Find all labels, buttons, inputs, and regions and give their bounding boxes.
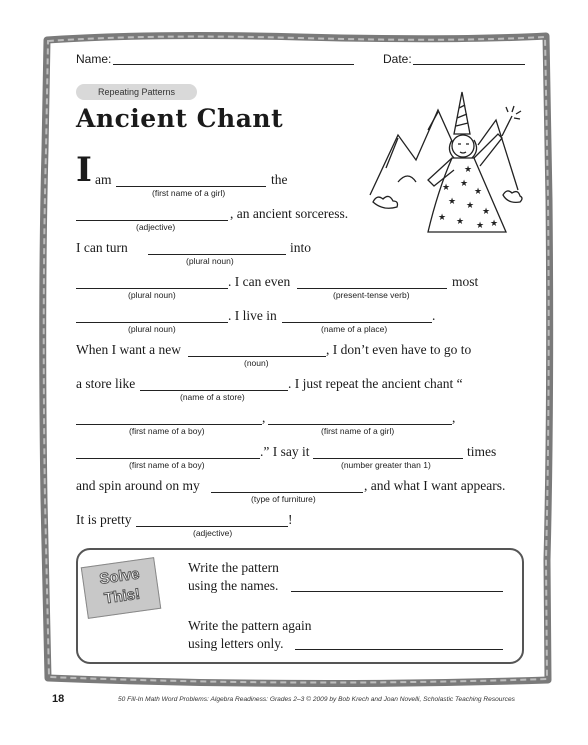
- blank-boy-name-1[interactable]: [76, 424, 262, 425]
- story-text: am: [95, 172, 112, 187]
- story-text: !: [288, 512, 293, 527]
- story-text: , I don’t even have to go to: [326, 342, 472, 357]
- blank-adjective-1[interactable]: [76, 220, 228, 221]
- name-label: Name:: [76, 52, 112, 66]
- story-text: I can turn: [76, 240, 128, 255]
- blank-hint: (type of furniture): [251, 494, 316, 504]
- story-text: When I want a new: [76, 342, 181, 357]
- story-text: , and what I want appears.: [364, 478, 506, 493]
- story-text: and spin around on my: [76, 478, 200, 493]
- blank-girl-name-2[interactable]: [268, 424, 452, 425]
- story-text: the: [271, 172, 288, 187]
- story-text: , an ancient sorceress.: [230, 206, 349, 221]
- badge-line: Solve: [98, 565, 141, 588]
- blank-verb[interactable]: [297, 288, 447, 289]
- question-text: using letters only.: [188, 636, 284, 651]
- page-number: 18: [52, 693, 65, 705]
- blank-hint: (adjective): [193, 528, 233, 538]
- topic-tag: Repeating Patterns: [76, 84, 197, 100]
- svg-text:★: ★: [442, 183, 451, 193]
- question-text: Write the pattern: [188, 560, 279, 575]
- blank-hint: (number greater than 1): [341, 460, 431, 470]
- story-text: ,: [452, 410, 456, 425]
- blank-girl-name-1[interactable]: [116, 186, 266, 187]
- story-text: . I can even: [228, 274, 291, 289]
- blank-noun[interactable]: [188, 356, 326, 357]
- story-text: It is pretty: [76, 512, 132, 527]
- blank-furniture[interactable]: [211, 492, 363, 493]
- story-text: . I live in: [228, 308, 277, 323]
- svg-text:★: ★: [460, 179, 469, 189]
- blank-hint: (first name of a boy): [129, 426, 205, 436]
- story-text: .: [432, 308, 436, 323]
- footer-credit: 50 Fill-In Math Word Problems: Algebra Readiness: Grades 2–3 © 2009 by Bob Krech and Joan Novelli, Scholastic Teaching Resources: [118, 696, 515, 703]
- svg-text:★: ★: [438, 213, 447, 223]
- svg-text:★: ★: [464, 165, 473, 175]
- svg-text:★: ★: [474, 187, 483, 197]
- blank-hint: (adjective): [136, 222, 176, 232]
- story-text: . I just repeat the ancient chant “: [288, 376, 463, 391]
- badge-line: This!: [103, 585, 142, 608]
- blank-number[interactable]: [313, 458, 463, 459]
- svg-text:★: ★: [466, 201, 475, 211]
- answer-line-names[interactable]: [291, 591, 503, 592]
- svg-text:★: ★: [448, 197, 457, 207]
- blank-plural-noun-3[interactable]: [76, 322, 228, 323]
- blank-hint: (plural noun): [128, 290, 176, 300]
- story-text: into: [290, 240, 312, 255]
- question-text: Write the pattern again: [188, 618, 312, 633]
- blank-hint: (first name of a girl): [152, 188, 226, 198]
- question-text: using the names.: [188, 578, 279, 593]
- sorceress-illustration: [368, 90, 528, 240]
- story-text: most: [452, 274, 479, 289]
- blank-adjective-2[interactable]: [136, 526, 288, 527]
- blank-boy-name-2[interactable]: [76, 458, 260, 459]
- blank-hint: (present-tense verb): [333, 290, 410, 300]
- story-text: ,: [262, 410, 266, 425]
- solve-this-badge: [81, 557, 162, 619]
- blank-hint: (first name of a boy): [129, 460, 205, 470]
- drop-cap: I: [76, 150, 92, 190]
- answer-line-letters[interactable]: [295, 649, 503, 650]
- svg-text:★: ★: [490, 219, 499, 229]
- svg-text:★: ★: [476, 221, 485, 231]
- blank-hint: (plural noun): [128, 324, 176, 334]
- story-text: .” I say it: [260, 444, 310, 459]
- blank-place[interactable]: [282, 322, 432, 323]
- blank-hint: (noun): [244, 358, 269, 368]
- blank-plural-noun-1[interactable]: [148, 254, 286, 255]
- story-text: a store like: [76, 376, 136, 391]
- blank-hint: (plural noun): [186, 256, 234, 266]
- story-text: times: [467, 444, 497, 459]
- blank-plural-noun-2[interactable]: [76, 288, 228, 289]
- name-field[interactable]: [113, 64, 354, 65]
- page-title: Ancient Chant: [76, 104, 284, 133]
- date-label: Date:: [383, 52, 412, 66]
- blank-store[interactable]: [140, 390, 288, 391]
- svg-text:★: ★: [482, 207, 491, 217]
- svg-text:★: ★: [456, 217, 465, 227]
- blank-hint: (name of a store): [180, 392, 245, 402]
- blank-hint: (name of a place): [321, 324, 388, 334]
- date-field[interactable]: [413, 64, 525, 65]
- blank-hint: (first name of a girl): [321, 426, 395, 436]
